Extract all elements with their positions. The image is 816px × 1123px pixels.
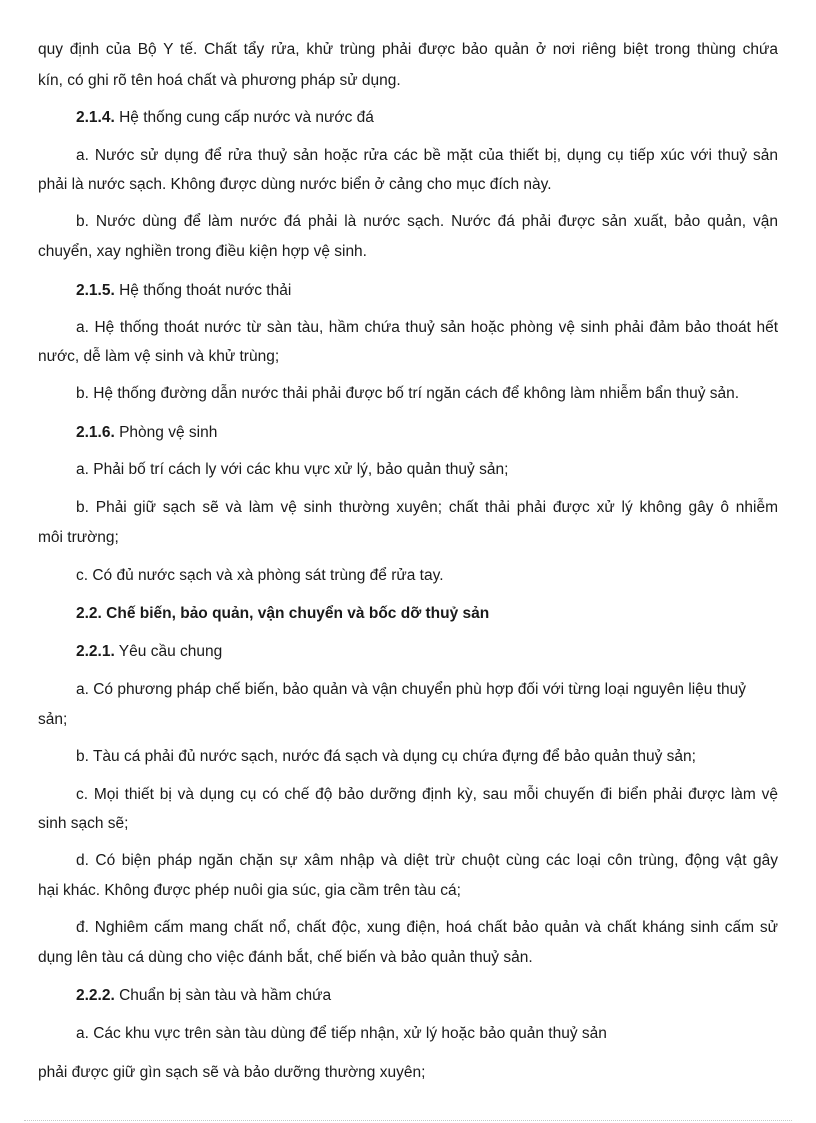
section-heading-2-1-4 [76, 108, 778, 128]
paragraph-line: b. Hệ thống đường dẫn nước thải phải được bố trí ngăn cách để không làm nhiễm bẩn thuỷ sản. [76, 385, 740, 402]
section-number: 2.1.6. [76, 424, 115, 441]
section-title: Chuẩn bị sàn tàu và hầm chứa [114, 987, 332, 1004]
section-heading-2-2 [76, 604, 778, 624]
paragraph-line: a. Nước sử dụng để rửa thuỷ sản hoặc rửa các bề mặt của thiết bị, dụng cụ tiếp xúc với thuỷ sản [76, 147, 778, 164]
paragraph-line: a. Phải bố trí cách ly với các khu vực xử lý, bảo quản thuỷ sản; [76, 461, 509, 478]
paragraph-line: hại khác. Không được phép nuôi gia súc, gia cầm trên tàu cá; [38, 882, 461, 899]
section-title: Hệ thống cung cấp nước và nước đá [114, 109, 374, 126]
section-number: 2.1.4. [76, 109, 115, 126]
paragraph-line: d. Có biện pháp ngăn chặn sự xâm nhập và diệt trừ chuột cùng các loại côn trùng, động vật gây [76, 852, 778, 869]
paragraph-line: môi trường; [38, 529, 119, 546]
paragraph-line: a. Có phương pháp chế biến, bảo quản và vận chuyển phù hợp đối với từng loại nguyên liệu thuỷ [76, 681, 746, 698]
paragraph-line: a. Hệ thống thoát nước từ sàn tàu, hầm chứa thuỷ sản hoặc phòng vệ sinh phải đảm bảo thoát hết [76, 319, 778, 336]
section-title: Yêu cầu chung [114, 643, 223, 660]
paragraph-line: b. Tàu cá phải đủ nước sạch, nước đá sạch và dụng cụ chứa đựng để bảo quản thuỷ sản; [76, 748, 696, 765]
section-heading-2-2-2 [76, 986, 778, 1006]
paragraph-line: sinh sạch sẽ; [38, 815, 129, 832]
paragraph-line: phải được giữ gìn sạch sẽ và bảo dưỡng thường xuyên; [38, 1064, 426, 1081]
paragraph-line: dụng lên tàu cá dùng cho việc đánh bắt, chế biến và bảo quản thuỷ sản. [38, 949, 533, 966]
paragraph-line: b. Phải giữ sạch sẽ và làm vệ sinh thường xuyên; chất thải phải được xử lý không gây ô nhiễm [76, 499, 778, 516]
section-number: 2.2.1. [76, 643, 115, 660]
paragraph-line: đ. Nghiêm cấm mang chất nổ, chất độc, xung điện, hoá chất bảo quản và chất kháng sinh cấm sử [76, 919, 778, 936]
page-bottom-divider [24, 1120, 792, 1121]
paragraph-line: b. Nước dùng để làm nước đá phải là nước sạch. Nước đá phải được sản xuất, bảo quản, vận [76, 213, 778, 230]
paragraph-line: chuyển, xay nghiền trong điều kiện hợp vệ sinh. [38, 243, 367, 260]
paragraph-line: c. Có đủ nước sạch và xà phòng sát trùng để rửa tay. [76, 567, 444, 584]
paragraph-line: c. Mọi thiết bị và dụng cụ có chế độ bảo dưỡng định kỳ, sau mỗi chuyến đi biển phải được làm vệ [76, 786, 778, 803]
section-number: 2.2.2. [76, 987, 115, 1004]
paragraph-line: a. Các khu vực trên sàn tàu dùng để tiếp nhận, xử lý hoặc bảo quản thuỷ sản [76, 1025, 607, 1042]
paragraph-line: quy định của Bộ Y tế. Chất tẩy rửa, khử trùng phải được bảo quản ở nơi riêng biệt trong thùng chứa [38, 41, 778, 58]
section-title: Phòng vệ sinh [114, 424, 218, 441]
paragraph-line: sản; [38, 711, 68, 728]
section-heading-2-1-6 [76, 423, 778, 443]
paragraph-line: kín, có ghi rõ tên hoá chất và phương pháp sử dụng. [38, 72, 401, 89]
section-heading-text: 2.2. Chế biến, bảo quản, vận chuyển và bốc dỡ thuỷ sản [76, 605, 490, 622]
section-number: 2.1.5. [76, 282, 115, 299]
paragraph-line: phải là nước sạch. Không được dùng nước biển ở cảng cho mục đích này. [38, 176, 552, 193]
section-heading-2-2-1 [76, 642, 778, 662]
paragraph-line: nước, dễ làm vệ sinh và khử trùng; [38, 348, 280, 365]
section-heading-2-1-5 [76, 281, 778, 301]
section-title: Hệ thống thoát nước thải [114, 282, 292, 299]
